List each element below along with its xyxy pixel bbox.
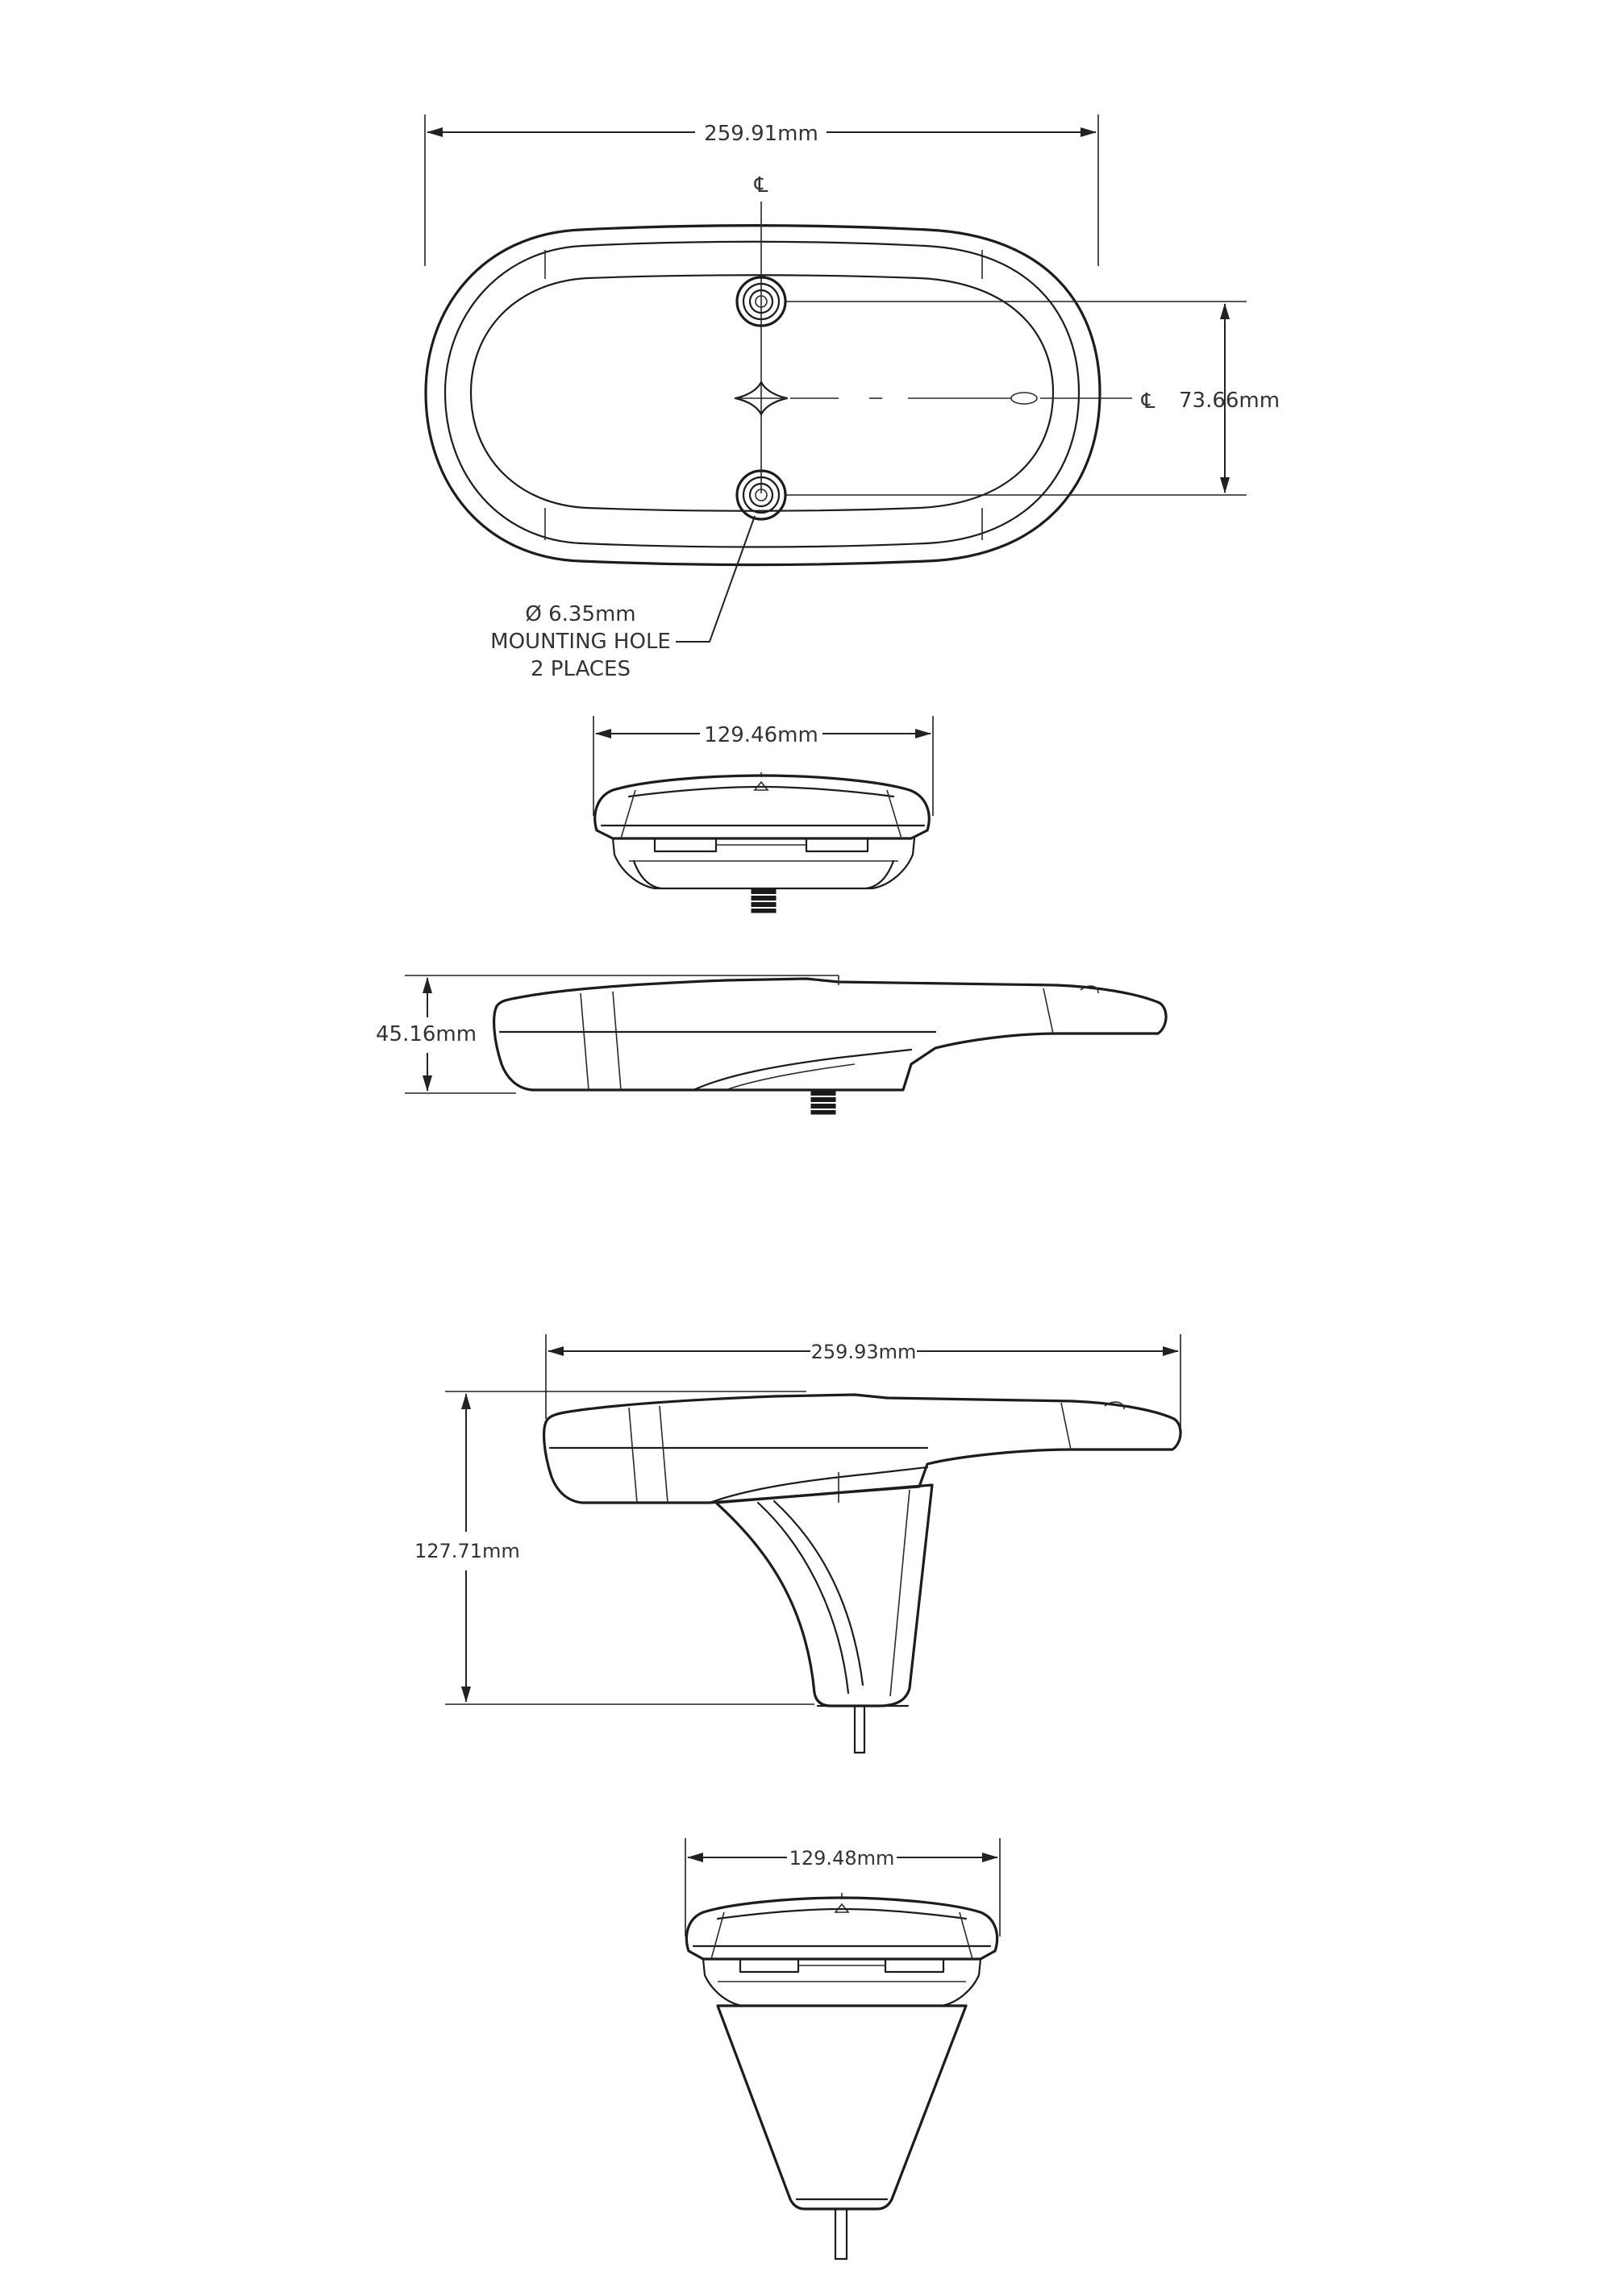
radome-inner-face-top xyxy=(471,275,1053,511)
mounting-hole-count: 2 PLACES xyxy=(531,657,631,681)
dimension-pole-height xyxy=(414,1391,814,1704)
pole-side-view xyxy=(414,1334,1181,1753)
pole-front-view xyxy=(685,1838,1000,2259)
dimension-label-front-width: 129.46mm xyxy=(704,723,818,747)
mounting-hole-size: Ø 6.35mm xyxy=(525,602,636,626)
mounting-hole-lower xyxy=(737,471,785,519)
centerline-symbol-top: ℄ xyxy=(754,173,768,198)
dimension-hole-spacing xyxy=(786,302,1280,495)
dimension-side-height xyxy=(376,975,839,1093)
dimension-label-pole-length: 259.93mm xyxy=(810,1341,917,1363)
dimension-label-hole-spacing: 73.66mm xyxy=(1179,389,1280,413)
dimension-pole-front-width xyxy=(685,1838,1000,1936)
mounting-pole-front xyxy=(718,2006,966,2209)
top-view xyxy=(425,114,1280,681)
centerline-symbol-side: ℄ xyxy=(1141,389,1156,414)
dimension-label-pole-front-width: 129.48mm xyxy=(789,1847,895,1870)
side-view xyxy=(376,975,1166,1114)
dimension-label-pole-height: 127.71mm xyxy=(414,1540,520,1562)
dimension-pole-length xyxy=(546,1334,1181,1432)
dimension-label-side-height: 45.16mm xyxy=(376,1022,477,1046)
dimension-label-top-length: 259.91mm xyxy=(704,122,818,146)
dimension-front-width xyxy=(593,716,933,816)
mounting-hole-label: MOUNTING HOLE xyxy=(490,630,671,654)
mounting-hole-note xyxy=(490,516,755,681)
front-view xyxy=(593,716,933,913)
